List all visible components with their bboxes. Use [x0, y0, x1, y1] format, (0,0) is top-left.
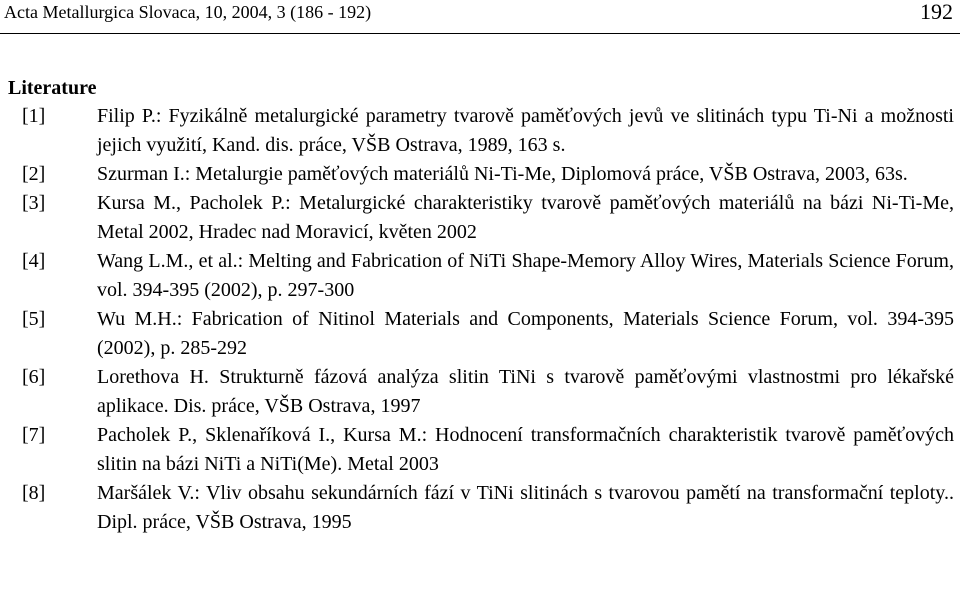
reference-list	[22, 102, 954, 537]
reference-item	[22, 189, 954, 247]
header-divider	[0, 33, 960, 34]
reference-item	[22, 102, 954, 160]
reference-number: [2]	[22, 163, 46, 185]
page-header	[0, 0, 960, 34]
reference-text: Kursa M., Pacholek P.: Metalurgické charakteristiky tvarově paměťových materiálů na bázi Ni-Ti-Me, Metal 2002, Hradec nad Moravicí, květen 2002	[97, 192, 954, 243]
reference-item	[22, 247, 954, 305]
section-title: Literature	[8, 77, 97, 99]
reference-item	[22, 363, 954, 421]
reference-number: [1]	[22, 105, 46, 127]
reference-text: Wang L.M., et al.: Melting and Fabrication of NiTi Shape-Memory Alloy Wires, Materials Science Forum, vol. 394-395 (2002), p. 297-300	[97, 250, 954, 301]
reference-number: [4]	[22, 250, 46, 272]
reference-item	[22, 305, 954, 363]
reference-text: Wu M.H.: Fabrication of Nitinol Materials and Components, Materials Science Forum, vol. 394-395 (2002), p. 285-292	[97, 308, 954, 359]
reference-text: Pacholek P., Sklenaříková I., Kursa M.: Hodnocení transformačních charakteristik tvarově paměťových slitin na bázi NiTi a NiTi(Me). Metal 2003	[97, 424, 954, 475]
reference-text: Filip P.: Fyzikálně metalurgické parametry tvarově paměťových jevů ve slitinách typu Ti-Ni a možnosti jejich využití, Kand. dis. práce, VŠB Ostrava, 1989, 163 s.	[97, 105, 954, 156]
reference-item	[22, 160, 954, 189]
page-number: 192	[920, 0, 953, 24]
reference-number: [3]	[22, 192, 46, 214]
reference-text: Maršálek V.: Vliv obsahu sekundárních fází v TiNi slitinách s tvarovou pamětí na transformační teploty.. Dipl. práce, VŠB Ostrava, 1995	[97, 482, 954, 533]
reference-number: [7]	[22, 424, 46, 446]
reference-number: [5]	[22, 308, 46, 330]
reference-number: [8]	[22, 482, 46, 504]
reference-text: Szurman I.: Metalurgie paměťových materiálů Ni-Ti-Me, Diplomová práce, VŠB Ostrava, 2003, 63s.	[97, 163, 908, 185]
reference-text: Lorethova H. Strukturně fázová analýza slitin TiNi s tvarově paměťovými vlastnostmi pro lékařské aplikace. Dis. práce, VŠB Ostrava, 1997	[97, 366, 954, 417]
reference-item	[22, 479, 954, 537]
reference-item	[22, 421, 954, 479]
reference-number: [6]	[22, 366, 46, 388]
journal-citation: Acta Metallurgica Slovaca, 10, 2004, 3 (186 - 192)	[4, 2, 372, 22]
